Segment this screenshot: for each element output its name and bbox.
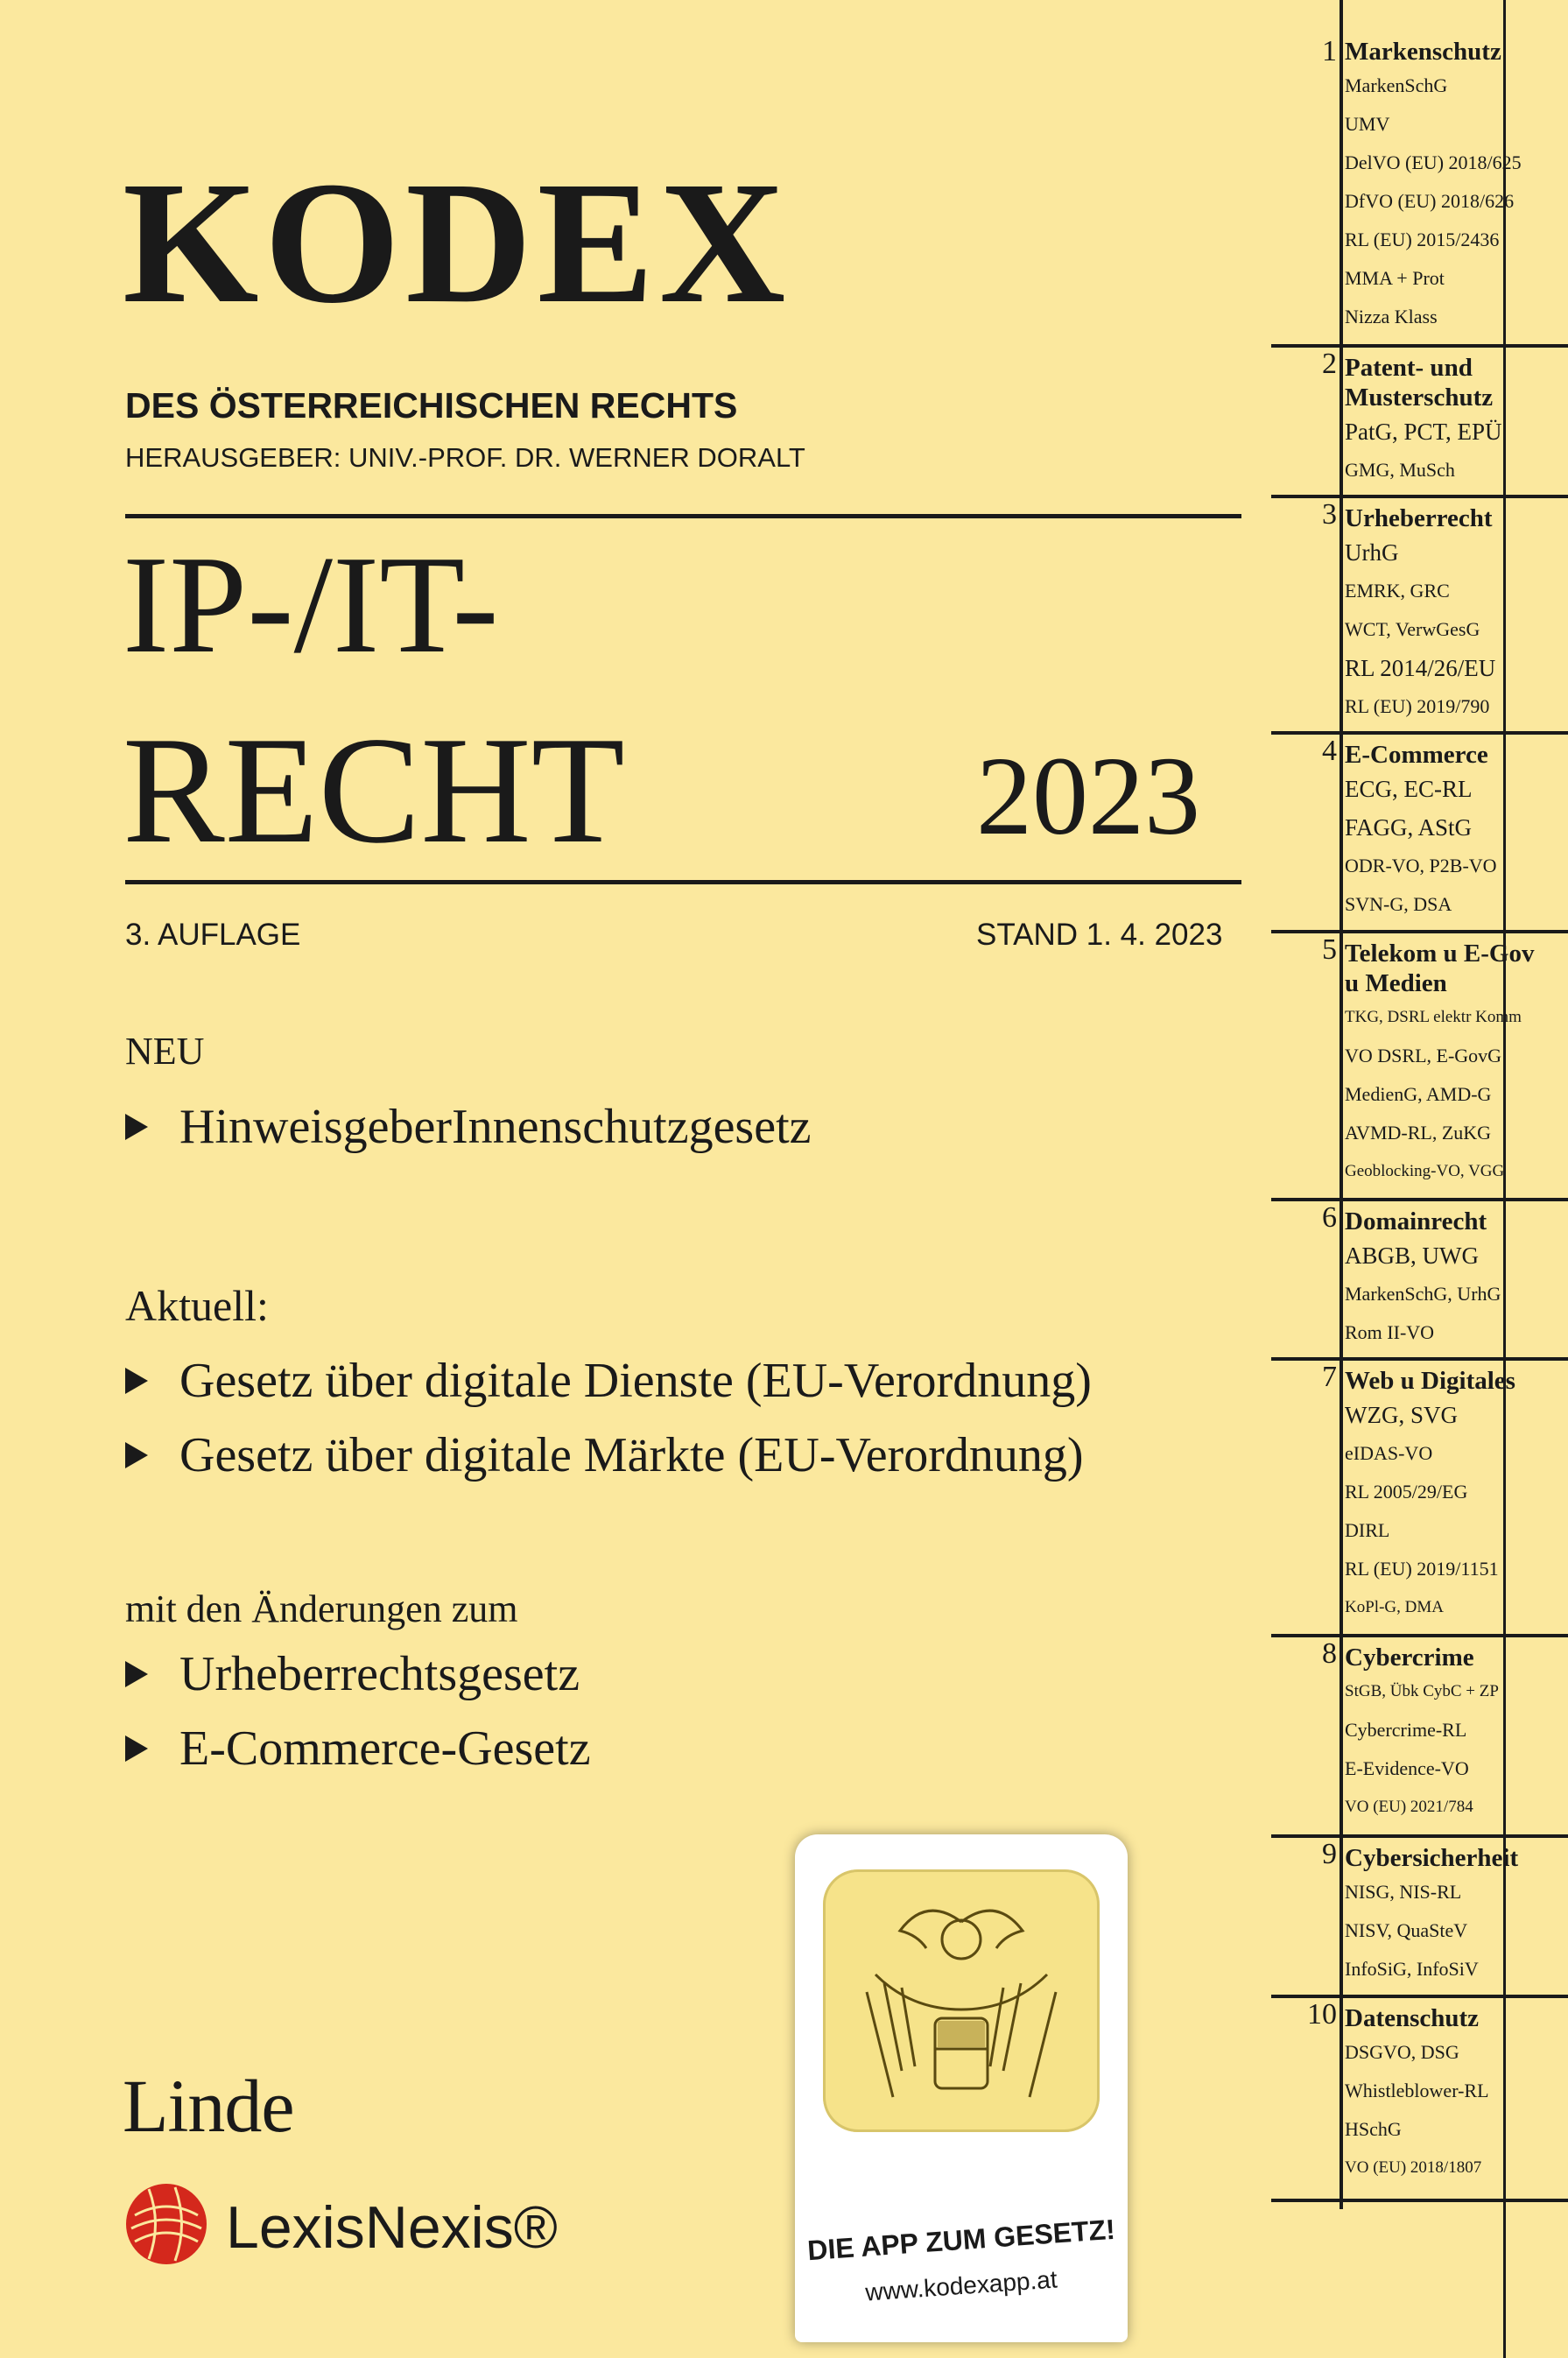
new-label: NEU: [125, 1030, 205, 1073]
section-number: 8: [1322, 1637, 1337, 1670]
section-divider: [1271, 930, 1568, 933]
index-item: WCT, VerwGesG: [1345, 618, 1480, 640]
index-item: DIRL: [1345, 1519, 1390, 1541]
section-divider: [1271, 495, 1568, 498]
index-item: InfoSiG, InfoSiV: [1345, 1958, 1479, 1980]
section-divider: [1271, 731, 1568, 735]
index-item: UMV: [1345, 113, 1390, 135]
index-item: MedienG, AMD-G: [1345, 1083, 1492, 1105]
index-item: KoPl-G, DMA: [1345, 1598, 1444, 1616]
changes-item: [125, 1721, 591, 1777]
triangle-bullet-icon: [125, 1442, 148, 1468]
section-heading: Telekom u E-Gov: [1345, 940, 1535, 968]
current-item: [125, 1427, 1084, 1483]
changes-item-text: Urheberrechtsgesetz: [179, 1647, 580, 1701]
section-heading: Patent- und: [1345, 354, 1473, 382]
section-divider: [1271, 344, 1568, 348]
editor-line: HERAUSGEBER: UNIV.-PROF. DR. WERNER DORALT: [125, 442, 805, 473]
index-item: UrhG: [1345, 539, 1399, 566]
index-item: RL (EU) 2019/790: [1345, 695, 1490, 717]
section-heading: Cybercrime: [1345, 1644, 1474, 1672]
index-item: VO DSRL, E-GovG: [1345, 1045, 1502, 1066]
index-item: RL 2014/26/EU: [1345, 655, 1496, 681]
index-item: AVMD-RL, ZuKG: [1345, 1122, 1492, 1144]
section-number: 2: [1322, 348, 1337, 380]
book-title-line-1: IP-/IT-: [123, 526, 499, 682]
changes-item: [125, 1646, 580, 1702]
series-title: KODEX: [123, 146, 791, 340]
current-label: Aktuell:: [125, 1281, 269, 1330]
eagle-emblem-icon: [823, 1869, 1100, 2132]
index-item: RL (EU) 2019/1151: [1345, 1558, 1499, 1580]
index-item: DSGVO, DSG: [1345, 2041, 1459, 2063]
index-item: PatG, PCT, EPÜ: [1345, 419, 1502, 445]
index-item: NISV, QuaSteV: [1345, 1919, 1468, 1941]
section-heading: Web u Digitales: [1345, 1367, 1515, 1395]
section-number: 7: [1322, 1361, 1337, 1393]
index-item: Nizza Klass: [1345, 306, 1438, 327]
app-cta: DIE APP ZUM GESETZ!: [806, 2213, 1116, 2267]
index-item: DelVO (EU) 2018/625: [1345, 151, 1522, 173]
index-item: RL (EU) 2015/2436: [1345, 229, 1500, 250]
index-item: ABGB, UWG: [1345, 1242, 1479, 1269]
section-heading: Musterschutz: [1345, 384, 1494, 412]
section-number: 10: [1307, 1998, 1337, 2031]
section-divider: [1271, 1198, 1568, 1201]
section-divider: [1271, 1357, 1568, 1361]
contents-index: [1271, 0, 1568, 2358]
triangle-bullet-icon: [125, 1661, 148, 1687]
book-year: 2023: [976, 734, 1200, 858]
stand-date: STAND 1. 4. 2023: [976, 918, 1223, 952]
section-heading: Urheberrecht: [1345, 504, 1493, 532]
app-badge: [795, 1834, 1128, 2342]
index-item: FAGG, AStG: [1345, 814, 1473, 841]
section-heading: u Medien: [1345, 969, 1447, 997]
section-heading: Domainrecht: [1345, 1207, 1487, 1235]
app-url[interactable]: www.kodexapp.at: [864, 2265, 1058, 2306]
index-vertical-rule: [1339, 0, 1343, 2209]
edition: 3. AUFLAGE: [125, 918, 301, 952]
current-item-text: Gesetz über digitale Dienste (EU-Verordnung): [179, 1354, 1092, 1408]
index-item: eIDAS-VO: [1345, 1442, 1433, 1464]
triangle-bullet-icon: [125, 1368, 148, 1394]
index-item: RL 2005/29/EG: [1345, 1481, 1468, 1503]
index-item: NISG, NIS-RL: [1345, 1881, 1462, 1903]
new-item-text: HinweisgeberInnenschutzgesetz: [179, 1100, 812, 1154]
index-item: MMA + Prot: [1345, 267, 1445, 289]
index-item: MarkenSchG: [1345, 74, 1448, 96]
section-number: 3: [1322, 498, 1337, 531]
section-divider: [1271, 1634, 1568, 1637]
eagle-crest-icon: [823, 1869, 1100, 2132]
lexisnexis-globe-icon: [123, 2180, 210, 2268]
current-item: [125, 1353, 1092, 1409]
index-item: ODR-VO, P2B-VO: [1345, 855, 1497, 876]
section-heading: Datenschutz: [1345, 2004, 1480, 2032]
triangle-bullet-icon: [125, 1114, 148, 1140]
index-item: GMG, MuSch: [1345, 459, 1455, 481]
lexisnexis-logo-text: LexisNexis®: [226, 2194, 558, 2261]
top-divider: [125, 514, 1241, 518]
section-heading: Markenschutz: [1345, 38, 1501, 66]
section-number: 4: [1322, 735, 1337, 767]
section-number: 9: [1322, 1838, 1337, 1870]
index-item: Cybercrime-RL: [1345, 1719, 1467, 1741]
index-item: Rom II-VO: [1345, 1321, 1435, 1343]
index-item: SVN-G, DSA: [1345, 893, 1452, 915]
title-divider: [125, 880, 1241, 884]
index-item: DfVO (EU) 2018/626: [1345, 190, 1515, 212]
section-number: 1: [1322, 35, 1337, 67]
index-item: HSchG: [1345, 2118, 1402, 2140]
section-number: 6: [1322, 1201, 1337, 1234]
series-subtitle: DES ÖSTERREICHISCHEN RECHTS: [125, 385, 738, 426]
index-item: StGB, Übk CybC + ZP: [1345, 1682, 1499, 1700]
index-item: VO (EU) 2018/1807: [1345, 2158, 1482, 2177]
section-heading: E-Commerce: [1345, 741, 1488, 769]
linde-logo: Linde: [123, 2064, 294, 2148]
index-item: EMRK, GRC: [1345, 580, 1450, 602]
changes-item-text: E-Commerce-Gesetz: [179, 1721, 591, 1776]
section-number: 5: [1322, 933, 1337, 966]
index-item: Whistleblower-RL: [1345, 2080, 1489, 2101]
changes-label: mit den Änderungen zum: [125, 1587, 518, 1630]
index-end-divider: [1271, 2199, 1568, 2202]
index-item: VO (EU) 2021/784: [1345, 1798, 1473, 1816]
triangle-bullet-icon: [125, 1735, 148, 1762]
index-item: TKG, DSRL elektr Komm: [1345, 1008, 1522, 1026]
index-item: Geoblocking-VO, VGG: [1345, 1162, 1505, 1180]
book-title-line-2: RECHT: [123, 705, 625, 875]
current-item-text: Gesetz über digitale Märkte (EU-Verordnung): [179, 1428, 1084, 1482]
index-item: ECG, EC-RL: [1345, 776, 1473, 802]
index-item: E-Evidence-VO: [1345, 1757, 1469, 1779]
index-item: MarkenSchG, UrhG: [1345, 1283, 1501, 1305]
new-item: [125, 1099, 812, 1155]
section-heading: Cybersicherheit: [1345, 1844, 1519, 1872]
section-divider: [1271, 1834, 1568, 1838]
index-item: WZG, SVG: [1345, 1402, 1458, 1428]
